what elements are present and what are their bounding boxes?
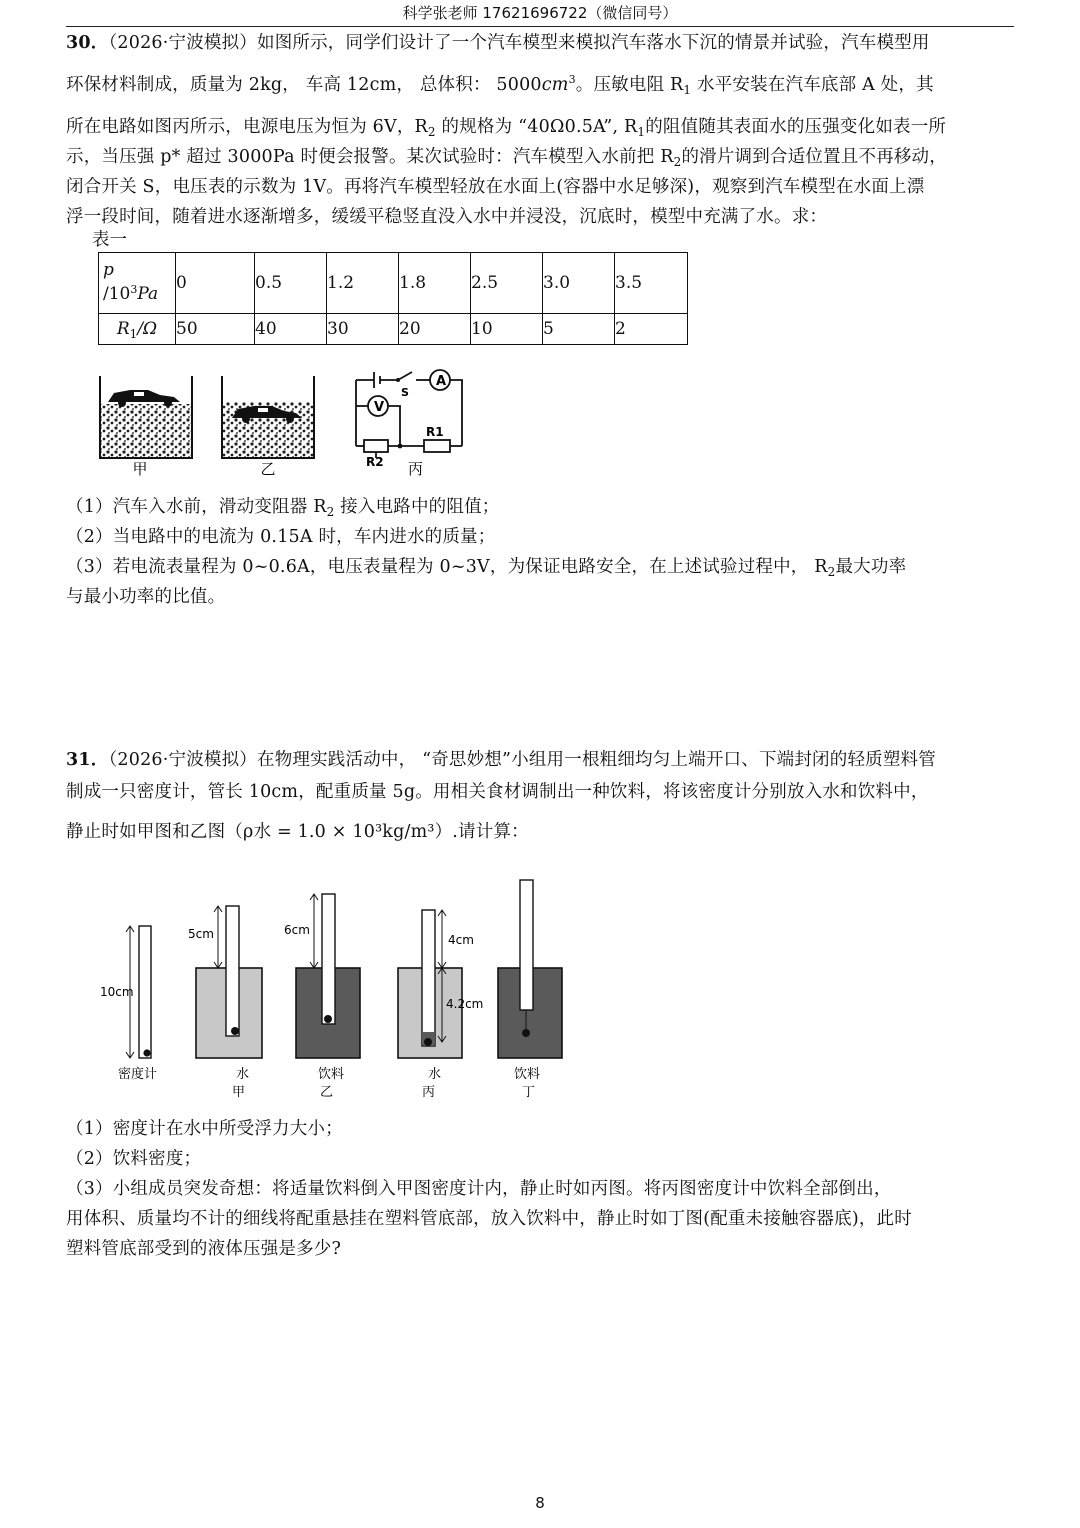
q30-figures: [90, 362, 480, 484]
q31-subq-3-end: 塑料管底部受到的液体压强是多少?: [66, 1239, 342, 1259]
q30-questions: [66, 492, 1016, 612]
len-6cm: 6cm: [284, 923, 310, 937]
len-10cm: 10cm: [100, 985, 134, 999]
q30-subq-1: （1）汽车入水前，滑动变阻器 $R_2$ 接入电路中的阻值；: [66, 497, 500, 519]
q30-line-6: 浮一段时间，随着进水逐渐增多，缓缓平稳竖直没入水中并浸没，沉底时，模型中充满了水。求：: [66, 207, 828, 227]
ammeter-label: A: [436, 374, 447, 389]
len-4-2cm: 4.2cm: [446, 997, 484, 1011]
container-yi: [222, 376, 314, 478]
container-yi-drink: [284, 894, 360, 1100]
q31-figures: [90, 870, 580, 1102]
fig-label-jia: 甲: [132, 460, 148, 478]
label-water-2: 水: [428, 1067, 442, 1082]
q31-line-2: 制成一只密度计，管长 10cm，配重质量 5g。用相关食材调制出一种饮料，将该密度计分别放入水和饮料中，: [66, 782, 929, 802]
label-ding: 丁: [522, 1085, 536, 1100]
q31-number: 31．: [66, 750, 109, 770]
q31-subq-3-cont: 用体积、质量均不计的细线将配重悬挂在塑料管底部，放入饮料中，静止时如丁图(配重未接触容器底)，此时: [66, 1209, 912, 1229]
label-drink-2: 饮料: [514, 1067, 541, 1082]
page-header: 科学张老师 17621696722（微信同号）: [402, 4, 678, 22]
table-cell: 1.2: [327, 253, 399, 314]
q31-subq-1: （1）密度计在水中所受浮力大小；: [66, 1119, 343, 1139]
fig-label-bing: 丙: [408, 460, 424, 478]
container-ding-drink: [498, 880, 562, 1100]
q30-number: 30．: [66, 33, 109, 53]
table-cell: 50: [176, 314, 255, 345]
q30-line-2: 环保材料制成，质量为 2kg， 车高 12cm， 总体积： $5000cm^3$。压敏电阻 $R_1$ 水平安装在汽车底部 A 处，其: [66, 73, 934, 97]
r2-label: R2: [366, 455, 384, 469]
table-cell: 20: [399, 314, 471, 345]
label-yi: 乙: [320, 1085, 334, 1100]
table-header-resistance: $R_1/\Omega$: [99, 314, 176, 345]
label-drink: 饮料: [318, 1067, 345, 1082]
pressure-resistance-table: [98, 252, 688, 345]
q31-subq-2: （2）饮料密度；: [66, 1149, 202, 1169]
label-meter: 密度计: [118, 1067, 158, 1082]
container-bing-water: [398, 910, 483, 1100]
table-caption: 表一: [92, 230, 127, 250]
label-jia: 甲: [232, 1085, 246, 1100]
q31-line-3: 静止时如甲图和乙图（ρ水 = 1.0 × 10³kg/m³）.请计算：: [66, 822, 529, 842]
table-cell: 40: [255, 314, 327, 345]
r1-label: R1: [426, 425, 444, 439]
q30-subq-3: （3）若电流表量程为 0~0.6A，电压表量程为 0~3V，为保证电路安全，在上述试验过程中， $R_2$最大功率: [66, 557, 907, 579]
q30-stem: [66, 28, 1016, 232]
voltmeter-label: V: [374, 400, 385, 415]
container-jia: [100, 376, 192, 478]
table-row-resistance: [99, 314, 688, 345]
q31-stem: [66, 745, 1016, 847]
label-water: 水: [236, 1067, 250, 1082]
table-cell: 5: [543, 314, 615, 345]
q30-line-3: 所在电路如图丙所示，电源电压为恒为 6V，$R_2$ 的规格为 “40Ω0.5A”, $R_1$的阻值随其表面水的压强变化如表一所: [66, 117, 947, 139]
table-cell: 3.5: [615, 253, 688, 314]
len-4cm: 4cm: [448, 933, 474, 947]
page-number: 8: [535, 1494, 545, 1512]
q30-subq-2: （2）当电路中的电流为 0.15A 时，车内进水的质量；: [66, 527, 496, 547]
q30-line-5: 闭合开关 S，电压表的示数为 1V。再将汽车模型轻放在水面上(容器中水足够深)，观察到汽车模型在水面上漂: [66, 177, 925, 197]
fig-label-yi: 乙: [260, 460, 276, 478]
table-cell: 2: [615, 314, 688, 345]
q31-subq-3: （3）小组成员突发奇想：将适量饮料倒入甲图密度计内，静止时如丙图。将丙图密度计中饮料全部倒出，: [66, 1179, 892, 1199]
switch-label: S: [401, 386, 409, 399]
table-cell: 0: [176, 253, 255, 314]
table-cell: 0.5: [255, 253, 327, 314]
table-cell: 10: [471, 314, 543, 345]
q31-questions: [66, 1114, 1016, 1264]
container-jia-water: [188, 906, 262, 1100]
q30-line-1: 30．（2026·宁波模拟）如图所示，同学们设计了一个汽车模型来模拟汽车落水下沉的情景并试验，汽车模型用: [66, 33, 930, 53]
density-meter: [100, 926, 157, 1082]
q30-subq-3-cont: 与最小功率的比值。: [66, 587, 226, 607]
circuit-diagram: [356, 370, 462, 458]
len-5cm: 5cm: [188, 927, 214, 941]
q30-line-4: 示，当压强 p* 超过 3000Pa 时便会报警。某次试验时：汽车模型入水前把 $R_2$的滑片调到合适位置且不再移动，: [66, 147, 947, 169]
header-divider: [66, 26, 1014, 27]
table-cell: 2.5: [471, 253, 543, 314]
label-bing: 丙: [422, 1085, 436, 1100]
table-row-pressure: [99, 253, 688, 314]
table-cell: 30: [327, 314, 399, 345]
q31-line-1: 31．（2026·宁波模拟）在物理实践活动中， “奇思妙想”小组用一根粗细均匀上端开口、下端封闭的轻质塑料管: [66, 750, 936, 770]
table-header-pressure: p $/10^3Pa$: [99, 253, 176, 314]
table-cell: 1.8: [399, 253, 471, 314]
table-cell: 3.0: [543, 253, 615, 314]
